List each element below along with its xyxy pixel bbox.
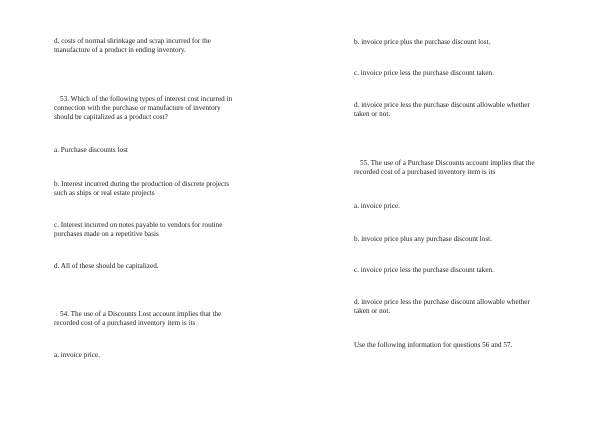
- q53-stem-line1: 53. Which of the following types of interest cost incurred in: [60, 95, 233, 103]
- q53-stem-line3: should be capitalized as a product cost?: [54, 113, 168, 121]
- q55-option-d-line2: taken or not.: [354, 307, 391, 315]
- q55-stem-line1: 55. The use of a Purchase Discounts account implies that the: [360, 159, 535, 167]
- q55-option-d-line1: d. invoice price less the purchase discount allowable whether: [354, 298, 530, 306]
- q53-option-b-line1: b. Interest incurred during the production of discrete projects: [54, 180, 230, 188]
- q55-option-c: c. invoice price less the purchase discount taken.: [354, 266, 494, 274]
- q53-option-c-line2: purchases made on a repetitive basis: [54, 230, 159, 238]
- q54-option-a: a. invoice price.: [54, 351, 100, 359]
- q54-option-c: c. invoice price less the purchase discount taken.: [354, 69, 494, 77]
- q54-option-d-line2: taken or not.: [354, 110, 391, 118]
- q55-option-a: a. invoice price.: [354, 202, 400, 210]
- q53-stem-line2: connection with the purchase or manufacture of inventory: [54, 104, 221, 112]
- q53-option-d: d. All of these should be capitalized.: [54, 262, 159, 270]
- instruction-text: Use the following information for questions 56 and 57.: [354, 341, 513, 349]
- q53-option-a: a. Purchase discounts lost: [54, 146, 128, 154]
- q55-stem-line2: recorded cost of a purchased inventory item is its: [354, 168, 496, 176]
- q52-option-d-line1: d. costs of normal shrinkage and scrap incurred for the: [54, 37, 211, 45]
- q53-option-c-line1: c. Interest incurred on notes payable to vendors for routine: [54, 221, 223, 229]
- q54-stem-line1: 54. The use of a Discounts Lost account implies that the: [60, 310, 222, 318]
- q52-option-d-line2: manufacture of a product in ending inventory.: [54, 46, 186, 54]
- q54-option-d-line1: d. invoice price less the purchase discount allowable whether: [354, 101, 530, 109]
- q55-option-b: b. invoice price plus any purchase discount lost.: [354, 235, 492, 243]
- q54-option-b: b. invoice price plus the purchase discount lost.: [354, 38, 491, 46]
- q54-stem-line2: recorded cost of a purchased inventory item is its: [54, 319, 196, 327]
- q53-option-b-line2: such as ships or real estate projects: [54, 189, 155, 197]
